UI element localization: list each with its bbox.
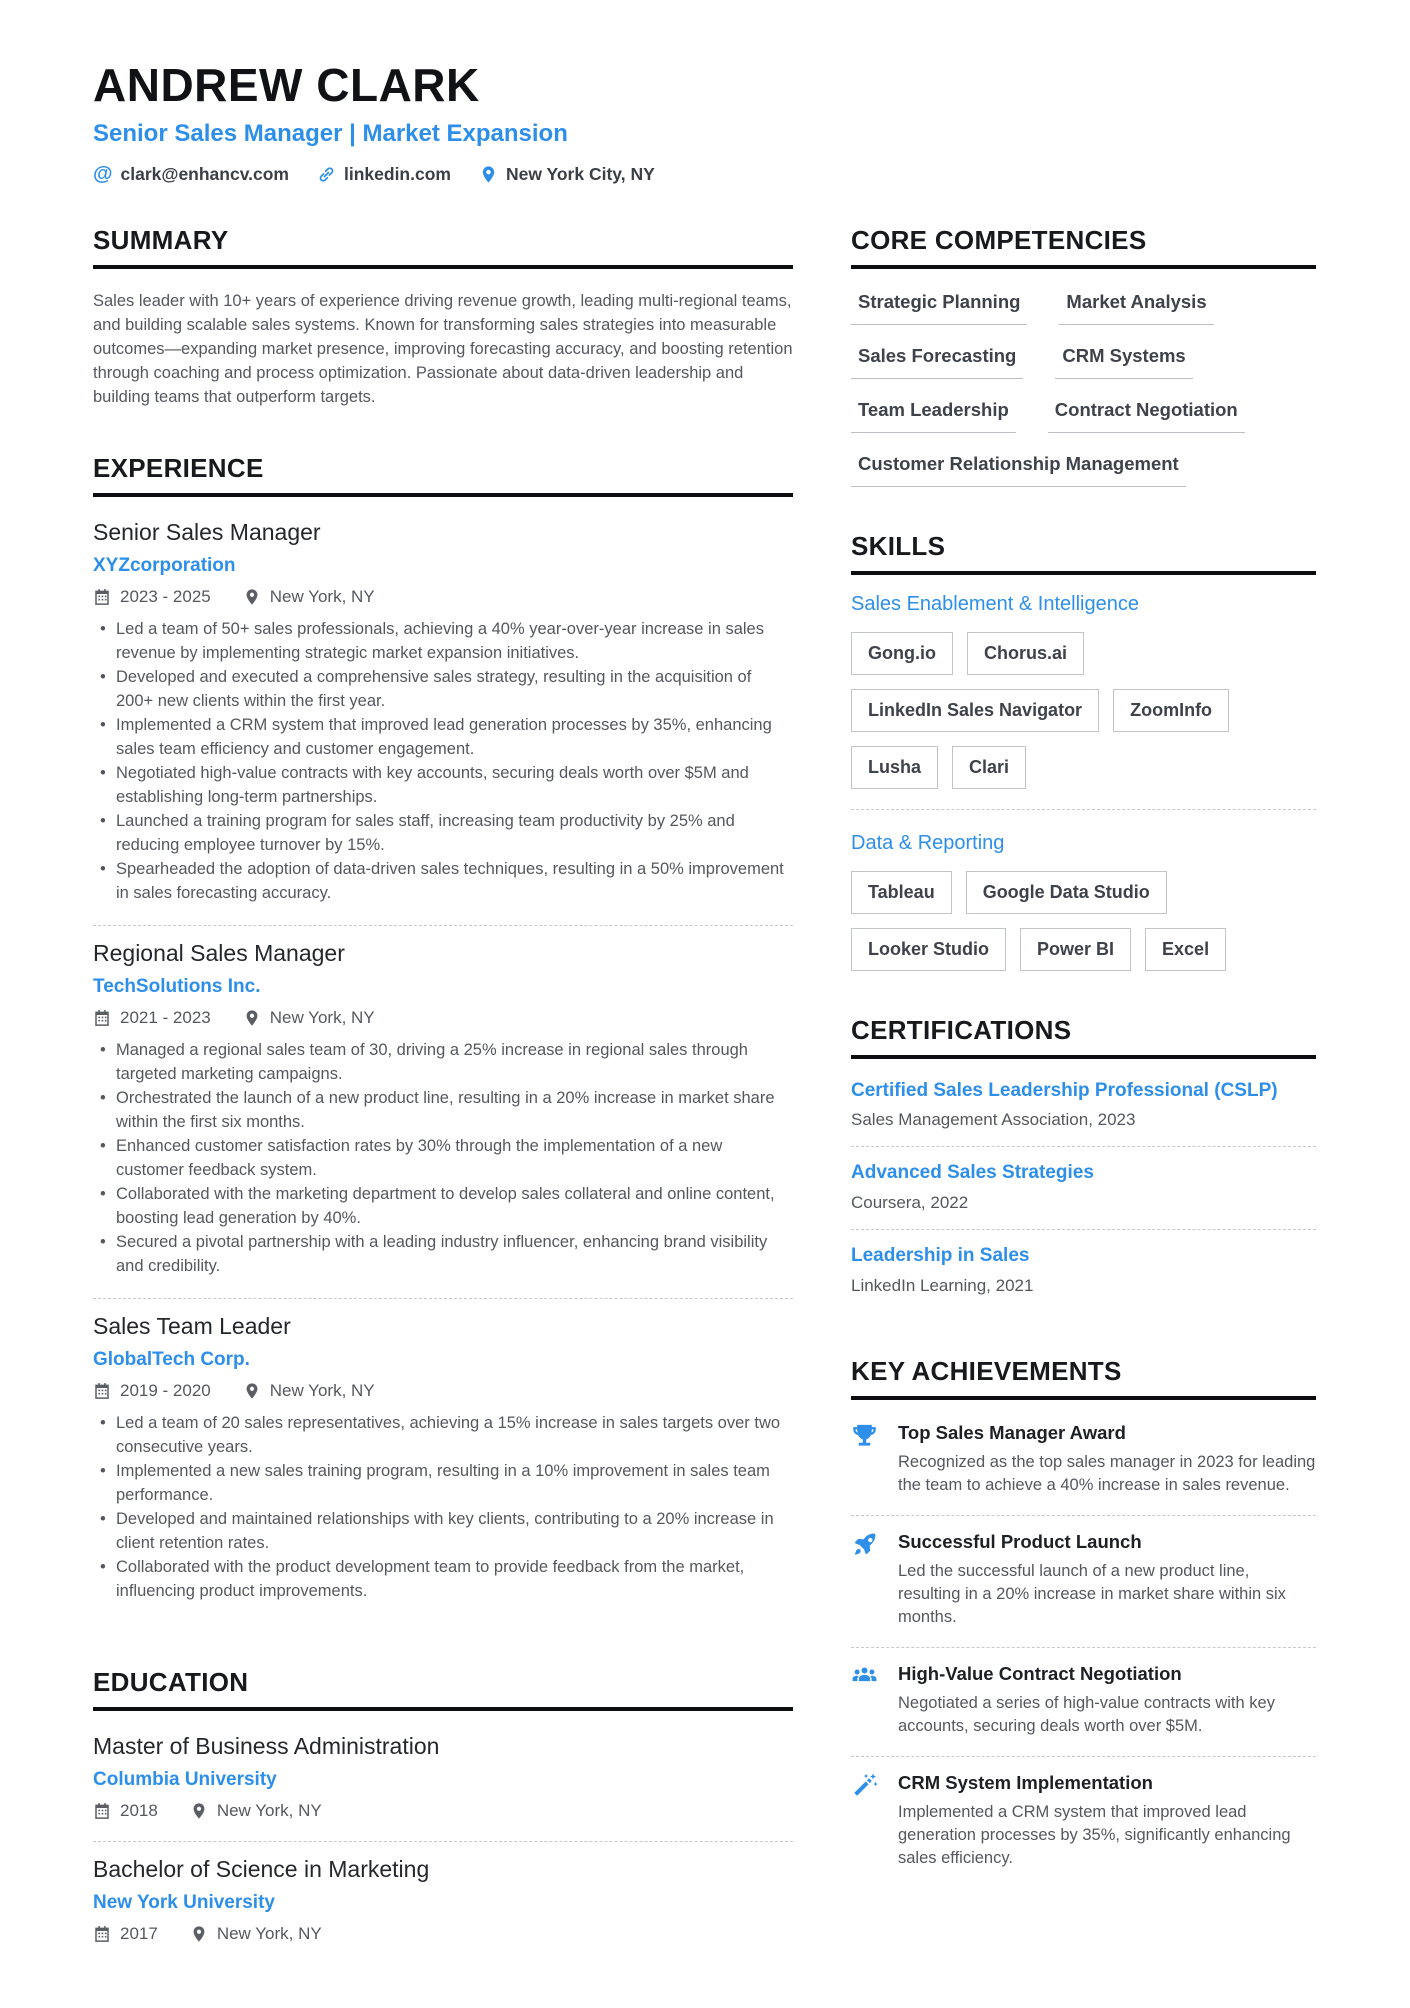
certifications-section xyxy=(851,1015,1316,1312)
job-bullet-list xyxy=(93,1038,793,1278)
job-bullet: • Led a team of 20 sales representatives, achieving a 15% increase in sales targets over two consecutive years. xyxy=(93,1411,793,1459)
competency-item: Market Analysis xyxy=(1059,291,1213,325)
rocket-icon xyxy=(851,1531,879,1629)
achievement-text: Led the successful launch of a new product line, resulting in a 20% increase in market share within six months. xyxy=(898,1561,1286,1626)
skill-tag: Gong.io xyxy=(851,632,953,675)
job-dates: 2019 - 2020 xyxy=(120,1380,211,1400)
certification-title: Advanced Sales Strategies xyxy=(851,1162,1094,1184)
job-bullet: • Secured a pivotal partnership with a leading industry influencer, enhancing brand visibility and credibility. xyxy=(93,1230,793,1278)
achievement-title: High-Value Contract Negotiation xyxy=(898,1662,1182,1684)
education-section xyxy=(93,1667,793,1964)
achievements-section xyxy=(851,1356,1316,1888)
trophy-icon xyxy=(851,1422,879,1497)
job-title: Sales Team Leader xyxy=(93,1312,291,1339)
certification-title: Certified Sales Leadership Professional (CSLP) xyxy=(851,1079,1278,1101)
calendar-icon xyxy=(93,588,111,606)
achievement-body xyxy=(898,1422,1316,1497)
job-headline: Senior Sales Manager | Market Expansion xyxy=(93,119,568,147)
education-location: New York, NY xyxy=(216,1923,322,1943)
certification-issuer: Coursera, 2022 xyxy=(851,1193,969,1213)
company-name: GlobalTech Corp. xyxy=(93,1348,250,1370)
achievement-body xyxy=(898,1531,1316,1629)
education-location-item xyxy=(190,1924,322,1944)
job-bullet: • Implemented a new sales training program, resulting in a 10% improvement in sales team performance. xyxy=(93,1459,793,1507)
skill-tag: Google Data Studio xyxy=(966,871,1167,914)
job-bullet: • Collaborated with the marketing department to develop sales collateral and online content, boosting lead generation by 40%. xyxy=(93,1182,793,1230)
content-columns xyxy=(93,225,1316,2008)
achievement-list xyxy=(851,1416,1316,1888)
job-title: Regional Sales Manager xyxy=(93,939,345,966)
education-location-item xyxy=(190,1801,322,1821)
job-location: New York, NY xyxy=(269,586,375,606)
experience-entry xyxy=(93,925,793,1298)
achievement-title: Top Sales Manager Award xyxy=(898,1421,1126,1443)
job-title: Senior Sales Manager xyxy=(93,518,321,545)
achievement-body xyxy=(898,1772,1316,1870)
contact-item[interactable] xyxy=(479,164,655,185)
at-icon: @ xyxy=(93,163,113,186)
company-name: TechSolutions Inc. xyxy=(93,975,261,997)
certification-entry xyxy=(851,1146,1316,1229)
summary-section xyxy=(93,225,793,409)
education-heading: EDUCATION xyxy=(93,1667,793,1711)
contact-text: clark@enhancv.com xyxy=(120,163,289,184)
skill-tag: Power BI xyxy=(1020,928,1131,971)
core-competencies-section xyxy=(851,225,1316,487)
competency-item: CRM Systems xyxy=(1055,345,1192,379)
calendar-icon xyxy=(93,1009,111,1027)
job-bullet: • Developed and executed a comprehensive sales strategy, resulting in the acquisition of 200+ new clients within the first year. xyxy=(93,665,793,713)
job-bullet-list xyxy=(93,617,793,905)
location-pin-icon xyxy=(190,1802,208,1820)
contact-text: linkedin.com xyxy=(344,163,451,184)
skill-tag-list xyxy=(851,632,1316,789)
competency-list xyxy=(851,285,1316,487)
job-dates-item xyxy=(93,587,211,607)
education-location: New York, NY xyxy=(216,1800,322,1820)
job-meta-row xyxy=(93,1381,793,1401)
link-icon xyxy=(317,165,336,184)
right-column xyxy=(851,225,1316,2008)
skill-groups xyxy=(851,591,1316,971)
location-pin-icon xyxy=(243,1382,261,1400)
resume-header xyxy=(93,60,1316,185)
competency-item: Strategic Planning xyxy=(851,291,1027,325)
competency-item: Customer Relationship Management xyxy=(851,453,1186,487)
achievement-text: Implemented a CRM system that improved lead generation processes by 35%, significantly enhancing sales efficiency. xyxy=(898,1802,1291,1867)
job-bullet: • Led a team of 50+ sales professionals, achieving a 40% year-over-year increase in sales revenue by implementing strategic market expansion initiatives. xyxy=(93,617,793,665)
achievement-title: CRM System Implementation xyxy=(898,1771,1153,1793)
skill-tag: ZoomInfo xyxy=(1113,689,1229,732)
left-column xyxy=(93,225,793,2008)
job-dates: 2021 - 2023 xyxy=(120,1007,211,1027)
education-dates-item xyxy=(93,1924,158,1944)
achievement-title: Successful Product Launch xyxy=(898,1530,1142,1552)
summary-heading: SUMMARY xyxy=(93,225,793,269)
education-dates: 2017 xyxy=(120,1923,158,1943)
skill-tag: Looker Studio xyxy=(851,928,1006,971)
skill-tag: Lusha xyxy=(851,746,938,789)
skill-tag: Clari xyxy=(952,746,1026,789)
certification-list xyxy=(851,1075,1316,1312)
education-dates: 2018 xyxy=(120,1800,158,1820)
job-location: New York, NY xyxy=(269,1007,375,1027)
job-bullet: • Orchestrated the launch of a new product line, resulting in a 20% increase in market share within the first six months. xyxy=(93,1086,793,1134)
competency-item: Sales Forecasting xyxy=(851,345,1023,379)
education-entry xyxy=(93,1727,793,1841)
contact-item[interactable] xyxy=(93,164,289,185)
skill-tag-list xyxy=(851,871,1316,971)
school-name: New York University xyxy=(93,1891,275,1913)
job-bullet: • Negotiated high-value contracts with key accounts, securing deals worth over $5M and establishing long-term partnerships. xyxy=(93,761,793,809)
job-meta-row xyxy=(93,587,793,607)
summary-text: Sales leader with 10+ years of experience driving revenue growth, leading multi-regional teams, and building scalable sales systems. Known for transforming sales strategies into measurable outcomes—expanding market presence, improving forecasting accuracy, and boosting retention through coaching and process optimization. Passionate about data-driven leadership and building teams that outperform targets. xyxy=(93,291,793,406)
company-name: XYZcorporation xyxy=(93,554,236,576)
achievement-body xyxy=(898,1663,1316,1738)
person-name: ANDREW CLARK xyxy=(93,59,480,111)
pin-icon xyxy=(479,165,498,184)
school-name: Columbia University xyxy=(93,1768,277,1790)
people-icon xyxy=(851,1663,879,1738)
job-location-item xyxy=(243,1008,375,1028)
job-location: New York, NY xyxy=(269,1380,375,1400)
certification-title: Leadership in Sales xyxy=(851,1245,1030,1267)
education-meta-row xyxy=(93,1924,793,1944)
experience-entry xyxy=(93,513,793,925)
skill-group-label: Sales Enablement & Intelligence xyxy=(851,592,1139,615)
skill-tag: LinkedIn Sales Navigator xyxy=(851,689,1099,732)
competency-item: Team Leadership xyxy=(851,399,1016,433)
education-meta-row xyxy=(93,1801,793,1821)
job-bullet: • Collaborated with the product development team to provide feedback from the market, influencing product improvements. xyxy=(93,1555,793,1603)
certification-entry xyxy=(851,1075,1316,1147)
achievement-text: Recognized as the top sales manager in 2023 for leading the team to achieve a 40% increase in sales revenue. xyxy=(898,1452,1316,1494)
achievement-entry xyxy=(851,1515,1316,1647)
job-bullet: • Developed and maintained relationships with key clients, contributing to a 20% increase in client retention rates. xyxy=(93,1507,793,1555)
achievement-entry xyxy=(851,1416,1316,1515)
degree-title: Bachelor of Science in Marketing xyxy=(93,1855,430,1882)
calendar-icon xyxy=(93,1382,111,1400)
calendar-icon xyxy=(93,1925,111,1943)
job-bullet: • Managed a regional sales team of 30, driving a 25% increase in regional sales through targeted marketing campaigns. xyxy=(93,1038,793,1086)
location-pin-icon xyxy=(243,588,261,606)
skill-tag: Chorus.ai xyxy=(967,632,1084,675)
experience-entry xyxy=(93,1298,793,1623)
location-pin-icon xyxy=(243,1009,261,1027)
experience-section xyxy=(93,453,793,1623)
skill-tag: Excel xyxy=(1145,928,1226,971)
skill-tag: Tableau xyxy=(851,871,952,914)
job-bullet: • Implemented a CRM system that improved lead generation processes by 35%, enhancing sales team efficiency and customer engagement. xyxy=(93,713,793,761)
contact-item[interactable] xyxy=(317,164,451,185)
skill-group-label: Data & Reporting xyxy=(851,831,1005,854)
job-location-item xyxy=(243,587,375,607)
contact-row xyxy=(93,164,1316,185)
job-location-item xyxy=(243,1381,375,1401)
experience-list xyxy=(93,513,793,1623)
job-bullet: • Launched a training program for sales staff, increasing team productivity by 25% and reducing employee turnover by 15%. xyxy=(93,809,793,857)
achievement-entry xyxy=(851,1647,1316,1756)
certification-entry xyxy=(851,1229,1316,1312)
wand-icon xyxy=(851,1772,879,1870)
job-bullet-list xyxy=(93,1411,793,1603)
education-dates-item xyxy=(93,1801,158,1821)
skills-section xyxy=(851,531,1316,971)
core-competencies-heading: CORE COMPETENCIES xyxy=(851,225,1316,269)
certification-issuer: LinkedIn Learning, 2021 xyxy=(851,1275,1034,1295)
experience-heading: EXPERIENCE xyxy=(93,453,793,497)
job-meta-row xyxy=(93,1008,793,1028)
skills-heading: SKILLS xyxy=(851,531,1316,575)
location-pin-icon xyxy=(190,1925,208,1943)
job-bullet: • Spearheaded the adoption of data-driven sales techniques, resulting in a 50% improvement in sales forecasting accuracy. xyxy=(93,857,793,905)
certifications-heading: CERTIFICATIONS xyxy=(851,1015,1316,1059)
job-dates: 2023 - 2025 xyxy=(120,586,211,606)
competency-item: Contract Negotiation xyxy=(1048,399,1245,433)
achievements-heading: KEY ACHIEVEMENTS xyxy=(851,1356,1316,1400)
contact-text: New York City, NY xyxy=(505,163,655,184)
education-entry xyxy=(93,1841,793,1964)
degree-title: Master of Business Administration xyxy=(93,1732,440,1759)
certification-issuer: Sales Management Association, 2023 xyxy=(851,1110,1136,1130)
job-dates-item xyxy=(93,1381,211,1401)
achievement-text: Negotiated a series of high-value contracts with key accounts, securing deals worth over $5M. xyxy=(898,1693,1275,1735)
job-bullet: • Enhanced customer satisfaction rates by 30% through the implementation of a new customer feedback system. xyxy=(93,1134,793,1182)
calendar-icon xyxy=(93,1802,111,1820)
achievement-entry xyxy=(851,1756,1316,1888)
skill-group xyxy=(851,809,1316,971)
job-dates-item xyxy=(93,1008,211,1028)
skill-group xyxy=(851,591,1316,789)
education-list xyxy=(93,1727,793,1964)
